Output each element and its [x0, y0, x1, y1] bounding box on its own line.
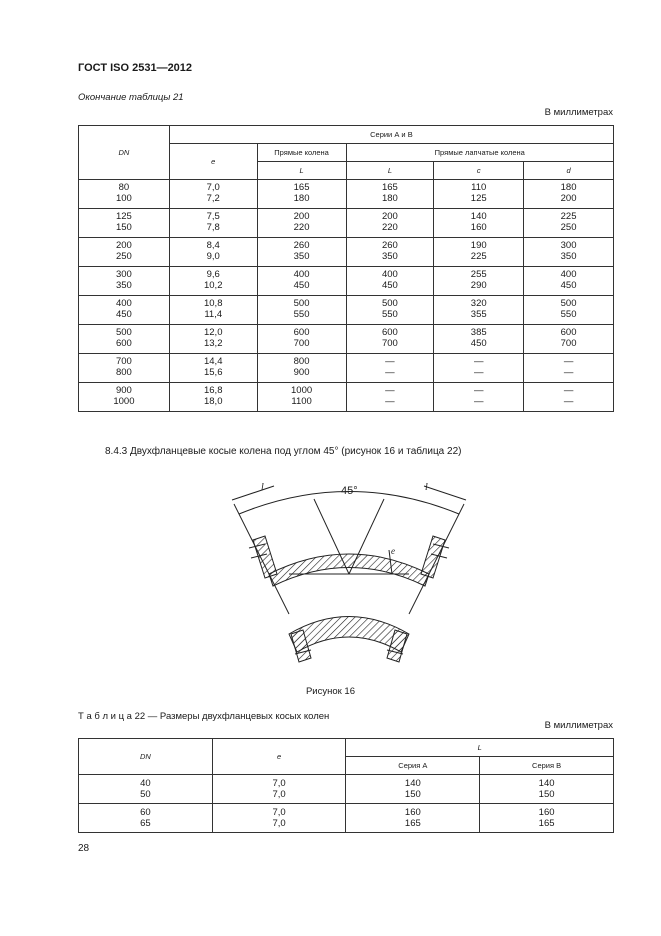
table-cell — [169, 296, 257, 325]
cell-value: 50 — [140, 789, 151, 800]
table-cell — [257, 325, 346, 354]
cell-value: 9,0 — [206, 251, 220, 262]
header-series: Серии А и В — [169, 126, 613, 144]
table-row — [79, 238, 614, 267]
table-cell — [434, 267, 524, 296]
e-label: e — [391, 546, 395, 556]
table-cell — [212, 775, 346, 804]
cell-value: — — [563, 396, 574, 407]
table22-caption: Т а б л и ц а 22 — Размеры двухфланцевых косых колен — [78, 711, 330, 722]
table21-continuation: Окончание таблицы 21 — [78, 92, 184, 103]
cell-value: 110 — [471, 182, 487, 193]
cell-value: 140 — [404, 778, 421, 789]
cell-value: 550 — [560, 309, 577, 320]
table-cell — [434, 354, 524, 383]
table-cell — [524, 238, 614, 267]
cell-value: 160 — [404, 807, 421, 818]
cell-value: 450 — [381, 280, 398, 291]
cell-value: 290 — [470, 280, 487, 291]
cell-value: 160 — [538, 807, 555, 818]
cell-value: 12,0 — [203, 327, 223, 338]
table-cell — [257, 354, 346, 383]
table-cell — [169, 383, 257, 412]
cell-value: 7,0 — [206, 182, 220, 193]
cell-value: 500 — [560, 298, 577, 309]
table-cell — [79, 383, 170, 412]
table-cell — [257, 383, 346, 412]
table-cell — [169, 180, 257, 209]
table-cell — [169, 267, 257, 296]
table-cell — [79, 354, 170, 383]
cell-value: 400 — [560, 269, 577, 280]
cell-value: 165 — [381, 182, 398, 193]
table-22 — [78, 738, 614, 833]
cell-value: 700 — [560, 338, 577, 349]
t22-header-series-a: Серия А — [346, 757, 480, 775]
table-cell — [346, 209, 434, 238]
cell-value: 100 — [115, 193, 132, 204]
cell-value: 800 — [293, 356, 310, 367]
cell-value: 250 — [560, 222, 577, 233]
cell-value: 200 — [115, 240, 132, 251]
cell-value: 700 — [381, 338, 398, 349]
cell-value: 180 — [381, 193, 398, 204]
cell-value: 200 — [560, 193, 577, 204]
l-left-label: l — [261, 482, 264, 493]
cell-value: 255 — [470, 269, 487, 280]
cell-value: 500 — [293, 298, 310, 309]
t22-header-series-b: Серия В — [480, 757, 614, 775]
cell-value: 150 — [538, 789, 555, 800]
table-cell — [434, 383, 524, 412]
cell-value: 200 — [293, 211, 310, 222]
cell-value: 550 — [293, 309, 310, 320]
cell-value: 800 — [115, 367, 132, 378]
cell-value: 320 — [470, 298, 487, 309]
cell-value: 385 — [470, 327, 487, 338]
cell-value: 1000 — [113, 396, 135, 407]
cell-value: — — [473, 396, 484, 407]
cell-value: — — [563, 356, 574, 367]
cell-value: 150 — [115, 222, 132, 233]
cell-value: 14,4 — [203, 356, 223, 367]
angle-label: 45° — [341, 485, 358, 497]
header-e: e — [169, 144, 257, 180]
cell-value: — — [473, 385, 484, 396]
cell-value: 700 — [115, 356, 132, 367]
cell-value: 7,0 — [272, 807, 286, 818]
t22-header-e: e — [212, 739, 346, 775]
table-cell — [434, 238, 524, 267]
table21-body — [79, 180, 614, 412]
cell-value: 450 — [293, 280, 310, 291]
table-cell — [257, 267, 346, 296]
table-cell — [434, 296, 524, 325]
cell-value: 7,0 — [272, 789, 286, 800]
table-cell — [524, 296, 614, 325]
standard-header: ГОСТ ISO 2531—2012 — [78, 62, 193, 74]
cell-value: 500 — [115, 327, 132, 338]
cell-value: 165 — [538, 818, 555, 829]
table-cell — [169, 209, 257, 238]
table-cell — [79, 296, 170, 325]
cell-value: 16,8 — [203, 385, 223, 396]
cell-value: 350 — [381, 251, 398, 262]
cell-value: 600 — [293, 327, 310, 338]
cell-value: 350 — [293, 251, 310, 262]
table22-body — [79, 775, 614, 833]
dim-line-left — [232, 486, 274, 500]
table-cell — [524, 383, 614, 412]
table-cell — [257, 238, 346, 267]
cell-value: 160 — [470, 222, 487, 233]
table-cell — [79, 267, 170, 296]
table-cell — [346, 180, 434, 209]
header-c: c — [434, 162, 524, 180]
cell-value: 150 — [404, 789, 421, 800]
header-dn: DN — [79, 126, 170, 180]
table-row — [79, 209, 614, 238]
table-row — [79, 296, 614, 325]
table-cell — [346, 775, 480, 804]
table-cell — [79, 238, 170, 267]
table-cell — [480, 804, 614, 833]
table-cell — [79, 180, 170, 209]
cell-value: 65 — [140, 818, 151, 829]
header-d: d — [524, 162, 614, 180]
table-cell — [257, 209, 346, 238]
cell-value: 225 — [470, 251, 487, 262]
cell-value: 250 — [115, 251, 132, 262]
cell-value: 180 — [560, 182, 577, 193]
cell-value: 350 — [115, 280, 132, 291]
table-row — [79, 383, 614, 412]
cell-value: 400 — [115, 298, 132, 309]
page-number: 28 — [78, 843, 90, 854]
cell-value: 900 — [115, 385, 132, 396]
table-cell — [346, 354, 434, 383]
cell-value: 13,2 — [203, 338, 223, 349]
table-cell — [434, 180, 524, 209]
cell-value: 15,6 — [203, 367, 223, 378]
cell-value: — — [473, 367, 484, 378]
cell-value: 300 — [560, 240, 577, 251]
table-row — [79, 804, 614, 833]
table-row — [79, 180, 614, 209]
cell-value: — — [385, 356, 395, 367]
header-straight: Прямые колена — [257, 144, 346, 162]
dim-line-right — [424, 486, 466, 500]
top-wall — [269, 554, 429, 586]
table-cell — [346, 325, 434, 354]
cell-value: 400 — [293, 269, 310, 280]
cell-value: 190 — [470, 240, 487, 251]
cell-value: 600 — [560, 327, 577, 338]
cell-value: 500 — [381, 298, 398, 309]
table-cell — [524, 209, 614, 238]
table-cell — [79, 804, 213, 833]
cell-value: — — [385, 385, 395, 396]
cell-value: 450 — [560, 280, 577, 291]
cell-value: 220 — [293, 222, 310, 233]
table-cell — [212, 804, 346, 833]
cell-value: 7,0 — [272, 818, 286, 829]
cell-value: 7,8 — [206, 222, 220, 233]
table-cell — [480, 775, 614, 804]
cell-value: 165 — [404, 818, 421, 829]
cell-value: 180 — [293, 193, 310, 204]
cell-value: 450 — [115, 309, 132, 320]
table-cell — [524, 325, 614, 354]
cell-value: 7,5 — [206, 211, 220, 222]
table-row — [79, 354, 614, 383]
table-cell — [79, 209, 170, 238]
table-row — [79, 325, 614, 354]
table-cell — [346, 383, 434, 412]
table-cell — [346, 804, 480, 833]
cell-value: 700 — [293, 338, 310, 349]
section-paragraph: 8.4.3 Двухфланцевые косые колена под углом 45° (рисунок 16 и таблица 22) — [105, 446, 462, 457]
cell-value: 40 — [140, 778, 151, 789]
cell-value: 60 — [140, 807, 151, 818]
cell-value: 140 — [470, 211, 487, 222]
header-L2: L — [346, 162, 434, 180]
table-cell — [169, 238, 257, 267]
cell-value: 10,8 — [203, 298, 223, 309]
cell-value: 18,0 — [203, 396, 223, 407]
cell-value: 355 — [470, 309, 487, 320]
cell-value: 300 — [115, 269, 132, 280]
cell-value: 125 — [115, 211, 132, 222]
table-cell — [79, 325, 170, 354]
t22-header-dn: DN — [79, 739, 213, 775]
cell-value: — — [385, 396, 395, 407]
cell-value: 1000 — [291, 385, 313, 396]
cell-value: 220 — [381, 222, 398, 233]
cell-value: 400 — [381, 269, 398, 280]
cell-value: 900 — [293, 367, 310, 378]
cell-value: 1100 — [291, 396, 312, 407]
cell-value: — — [385, 367, 395, 378]
table-cell — [169, 325, 257, 354]
cell-value: 7,2 — [206, 193, 220, 204]
table-cell — [524, 354, 614, 383]
cell-value: 260 — [381, 240, 398, 251]
cell-value: — — [563, 385, 574, 396]
l-right-label: l — [425, 482, 428, 493]
table-21 — [78, 125, 614, 412]
cell-value: 11,4 — [204, 309, 223, 320]
table-cell — [434, 325, 524, 354]
figure-caption: Рисунок 16 — [305, 686, 356, 697]
cell-value: 9,6 — [206, 269, 220, 280]
cell-value: — — [473, 356, 484, 367]
cell-value: 80 — [118, 182, 130, 193]
cell-value: 600 — [381, 327, 398, 338]
figure-16-elbow — [229, 474, 469, 684]
cell-value: 550 — [381, 309, 398, 320]
cell-value: 165 — [293, 182, 310, 193]
cell-value: 200 — [381, 211, 398, 222]
cell-value: 600 — [115, 338, 132, 349]
table-cell — [257, 180, 346, 209]
cell-value: 8,4 — [206, 240, 220, 251]
table-cell — [346, 238, 434, 267]
cell-value: — — [563, 367, 574, 378]
header-L1: L — [257, 162, 346, 180]
cell-value: 350 — [560, 251, 577, 262]
table-cell — [79, 775, 213, 804]
cell-value: 450 — [470, 338, 487, 349]
header-paw: Прямые лапчатые колена — [346, 144, 614, 162]
table22-units: В миллиметрах — [544, 720, 613, 731]
cell-value: 10,2 — [203, 280, 223, 291]
table-row — [79, 775, 614, 804]
table-cell — [346, 267, 434, 296]
cell-value: 225 — [560, 211, 577, 222]
cell-value: 7,0 — [272, 778, 286, 789]
table-cell — [524, 267, 614, 296]
t22-header-L: L — [346, 739, 614, 757]
table-row — [79, 267, 614, 296]
table-cell — [169, 354, 257, 383]
table-cell — [524, 180, 614, 209]
table-cell — [257, 296, 346, 325]
cell-value: 260 — [293, 240, 310, 251]
cell-value: 140 — [538, 778, 555, 789]
table-cell — [346, 296, 434, 325]
table21-units: В миллиметрах — [544, 107, 613, 118]
table-cell — [434, 209, 524, 238]
cell-value: 125 — [470, 193, 487, 204]
